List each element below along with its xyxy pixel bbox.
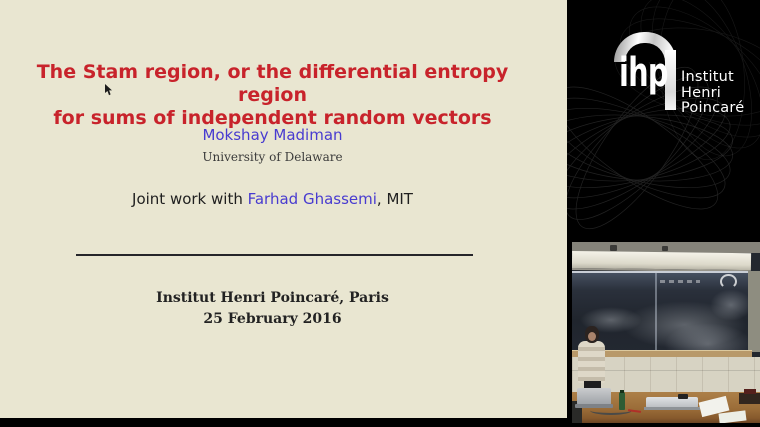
collaboration-prefix: Joint work with: [132, 190, 248, 208]
bottle: [619, 392, 625, 410]
ihp-acronym: ihp: [619, 50, 668, 96]
slide-title-line2: for sums of independent random vectors: [53, 107, 492, 129]
date-text: 25 February 2016: [203, 311, 342, 327]
institute-name-line1: Institut: [681, 69, 734, 85]
institute-name: [681, 70, 744, 117]
guilloche-pattern: [567, 0, 760, 242]
laptop: [577, 388, 611, 405]
chalk-writing: [660, 280, 700, 283]
speaker-face: [588, 332, 596, 341]
desk-box: [739, 393, 760, 404]
projection-screen-housing: [572, 251, 751, 272]
macbook-base: [644, 407, 700, 410]
chalk-smudge: [710, 289, 752, 321]
author-name: Mokshay Madiman: [202, 126, 343, 144]
side-wall: [748, 271, 760, 352]
speaker-body: [578, 341, 605, 383]
desk-box-small: [744, 389, 756, 394]
camera-feed: [572, 242, 760, 423]
mouse-cursor-icon: [105, 84, 114, 96]
ihp-logo-panel: [567, 0, 760, 242]
slide-title-line1: The Stam region, or the differential entropy region: [36, 61, 509, 106]
desk-microphone: [678, 394, 688, 399]
blackboard: [572, 271, 748, 352]
collaborator-name: Farhad Ghassemi: [247, 190, 377, 208]
ceiling-mount: [610, 245, 617, 251]
bottle-cap: [620, 390, 624, 393]
ceiling-mount: [662, 246, 668, 251]
chalk-circle: [720, 274, 737, 289]
institute-name-line2: Henri: [681, 84, 722, 101]
collaboration-suffix: , MIT: [376, 190, 413, 208]
author-affiliation: University of Delaware: [202, 150, 343, 164]
cable: [590, 406, 632, 415]
institute-name-line3: Poincaré: [681, 100, 745, 116]
venue-text: Institut Henri Poincaré, Paris: [156, 290, 389, 306]
